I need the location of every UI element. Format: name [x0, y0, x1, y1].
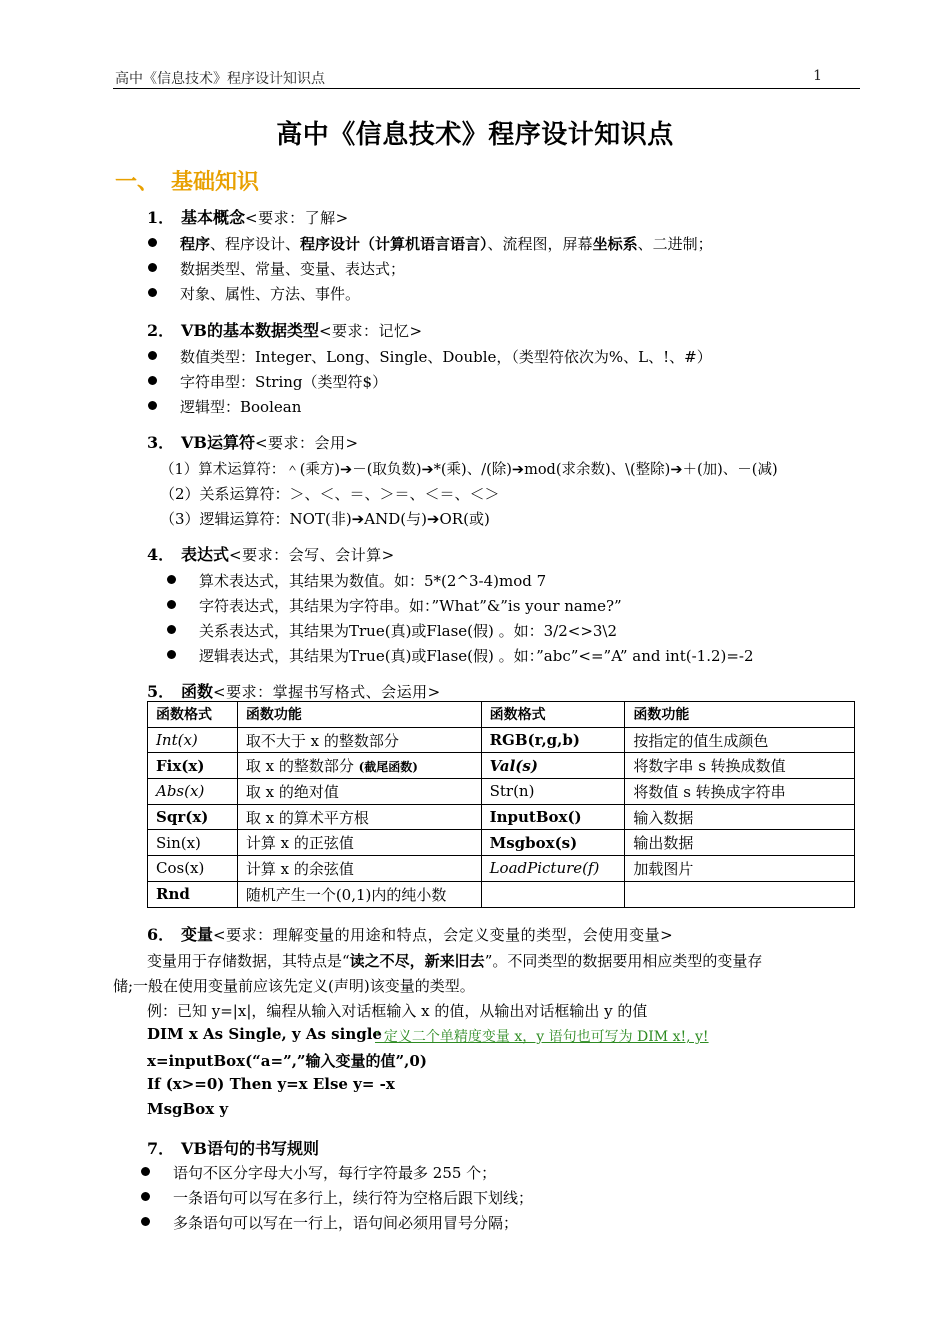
heading-number: 4． [147, 545, 175, 564]
heading-writing-rules [147, 1136, 319, 1159]
operator-line-relational: （2）关系运算符：＞、＜、＝、＞＝、＜＝、＜＞ [160, 485, 500, 503]
table-row [148, 856, 855, 882]
heading-number: 6． [147, 925, 175, 944]
table-cell: 取 x 的整数部分 (截尾函数) [237, 753, 481, 779]
list-item-text: 多条语句可以写在一行上，语句间必须用冒号分隔； [173, 1214, 519, 1232]
operator-line-arithmetic: （1）算术运算符：＾(乘方)➔－(取负数)➔*(乘)、/(除)➔mod(求余数)、\(整除)➔＋(加)、－(减) [160, 462, 778, 478]
table-cell: LoadPicture(f) [481, 856, 625, 882]
heading-title: 函数 [181, 682, 214, 701]
table-cell [625, 881, 855, 907]
requirement-note: <要求：会写、会计算> [229, 546, 395, 564]
table-cell: Msgbox(s) [481, 830, 625, 856]
bullet-icon [167, 625, 176, 634]
column-header: 函数格式 [481, 702, 625, 728]
list-item-text: 字符表达式，其结果为字符串。如：”What”&”is your name?” [199, 597, 622, 615]
requirement-note: <要求：了解> [245, 209, 349, 227]
heading-data-types [147, 318, 423, 341]
list-item-text: 逻辑型：Boolean [180, 398, 302, 416]
table-cell: 计算 x 的余弦值 [237, 856, 481, 882]
table-cell: 输出数据 [625, 830, 855, 856]
bullet-icon [141, 1192, 150, 1201]
list-item-text: 字符串型：String（类型符$） [180, 373, 388, 391]
heading-title: VB的基本数据类型 [181, 321, 319, 340]
table-row [148, 881, 855, 907]
heading-operators [147, 430, 359, 453]
table-cell: Val(s) [481, 753, 625, 779]
table-row [148, 804, 855, 830]
table-cell: Rnd [148, 881, 238, 907]
bullet-icon [148, 401, 157, 410]
code-comment: ‘ 定义二个单精度变量 x，y 语句也可写为 DIM x!, y! [375, 1029, 709, 1045]
operator-line-logical: （3）逻辑运算符：NOT(非)➔AND(与)➔OR(或) [160, 510, 490, 528]
table-cell: Str(n) [481, 779, 625, 805]
table-row [148, 779, 855, 805]
list-item-text: 数据类型、常量、变量、表达式； [180, 260, 406, 278]
list-item-text: 对象、属性、方法、事件。 [180, 285, 361, 303]
bullet-icon [167, 600, 176, 609]
code-line: x=inputBox(“a=”,”输入变量的值”,0) [147, 1052, 427, 1070]
heading-title: 表达式 [181, 545, 230, 564]
bullet-icon [148, 238, 157, 247]
list-item-text: 语句不区分字母大小写，每行字符最多 255 个； [173, 1164, 497, 1182]
header-text: 高中《信息技术》程序设计知识点 [115, 71, 325, 87]
table-row [148, 830, 855, 856]
heading-number: 3． [147, 433, 175, 452]
requirement-note: <要求：理解变量的用途和特点，会定义变量的类型，会使用变量> [213, 926, 674, 944]
table-cell: Sin(x) [148, 830, 238, 856]
table-row [148, 753, 855, 779]
table-cell: InputBox() [481, 804, 625, 830]
bullet-icon [148, 263, 157, 272]
bullet-icon [141, 1217, 150, 1226]
table-cell: 取 x 的算术平方根 [237, 804, 481, 830]
page-header [113, 68, 860, 89]
table-header-row [148, 702, 855, 728]
list-item-text: 关系表达式，其结果为True(真)或Flase(假) 。如：3/2<>3\2 [199, 622, 618, 640]
section-heading-basics [115, 165, 259, 196]
bullet-icon [148, 351, 157, 360]
requirement-note: <要求：记忆> [318, 322, 423, 340]
list-item-text: 逻辑表达式，其结果为True(真)或Flase(假) 。如：”abc”<=”A” and int(-1.2)=-2 [199, 647, 754, 665]
heading-title: 变量 [181, 925, 214, 944]
column-header: 函数功能 [625, 702, 855, 728]
bullet-icon [167, 650, 176, 659]
heading-title: VB运算符 [181, 433, 255, 452]
heading-variables [147, 922, 673, 945]
example-text: 例：已知 y=|x|，编程从输入对话框输入 x 的值，从输出对话框输出 y 的值 [147, 1002, 648, 1020]
list-item-text: 数值类型：Integer、Long、Single、Double，（类型符依次为%、L、!、#） [180, 348, 712, 366]
table-cell: 将数字串 s 转换成数值 [625, 753, 855, 779]
bullet-icon [148, 288, 157, 297]
column-header: 函数功能 [237, 702, 481, 728]
table-cell: 取不大于 x 的整数部分 [237, 727, 481, 753]
bullet-icon [141, 1167, 150, 1176]
code-line: MsgBox y [147, 1100, 229, 1118]
heading-expressions [147, 542, 395, 565]
table-cell: 随机产生一个(0,1)内的纯小数 [237, 881, 481, 907]
bullet-icon [148, 376, 157, 385]
heading-functions [147, 679, 441, 702]
table-cell: 计算 x 的正弦值 [237, 830, 481, 856]
page-number: 1 [813, 68, 822, 84]
variables-paragraph-line1: 变量用于存储数据，其特点是“读之不尽，新来旧去”。不同类型的数据要用相应类型的变量存 [147, 952, 763, 970]
list-item-text: 算术表达式，其结果为数值。如：5*(2^3-4)mod 7 [199, 572, 547, 590]
table-cell: 按指定的值生成颜色 [625, 727, 855, 753]
table-cell: 输入数据 [625, 804, 855, 830]
table-cell [481, 881, 625, 907]
section-number: 一、 [115, 170, 160, 195]
code-line: If (x>=0) Then y=x Else y= -x [147, 1075, 395, 1093]
bullet-icon [167, 575, 176, 584]
function-table [147, 701, 855, 908]
heading-basic-concepts [147, 205, 349, 228]
table-cell: 取 x 的绝对值 [237, 779, 481, 805]
variables-paragraph-line2: 储;一般在使用变量前应该先定义(声明)该变量的类型。 [113, 977, 475, 995]
heading-number: 2． [147, 321, 175, 340]
list-item-text: 一条语句可以写在多行上，续行符为空格后跟下划线； [173, 1189, 534, 1207]
table-cell: Sqr(x) [148, 804, 238, 830]
list-item-text: 程序、程序设计、程序设计（计算机语言语言）、流程图，屏幕坐标系、二进制； [180, 235, 713, 253]
code-line: DIM x As Single, y As single [147, 1025, 382, 1043]
table-cell: RGB(r,g,b) [481, 727, 625, 753]
requirement-note: <要求：会用> [254, 434, 359, 452]
truncation-note: (截尾函数) [358, 760, 418, 775]
table-cell: Abs(x) [148, 779, 238, 805]
heading-number: 7． [147, 1139, 175, 1158]
document-title: 高中《信息技术》程序设计知识点 [276, 120, 674, 150]
requirement-note: <要求：掌握书写格式、会运用> [213, 683, 441, 701]
table-cell: 将数值 s 转换成字符串 [625, 779, 855, 805]
table-cell: 加载图片 [625, 856, 855, 882]
heading-number: 5． [147, 682, 175, 701]
table-cell: Cos(x) [148, 856, 238, 882]
section-label: 基础知识 [171, 170, 260, 195]
column-header: 函数格式 [148, 702, 238, 728]
table-cell: Fix(x) [148, 753, 238, 779]
table-row [148, 727, 855, 753]
heading-title: 基本概念 [181, 208, 246, 227]
table-cell: Int(x) [148, 727, 238, 753]
heading-title: VB语句的书写规则 [181, 1139, 319, 1158]
heading-number: 1． [147, 208, 175, 227]
